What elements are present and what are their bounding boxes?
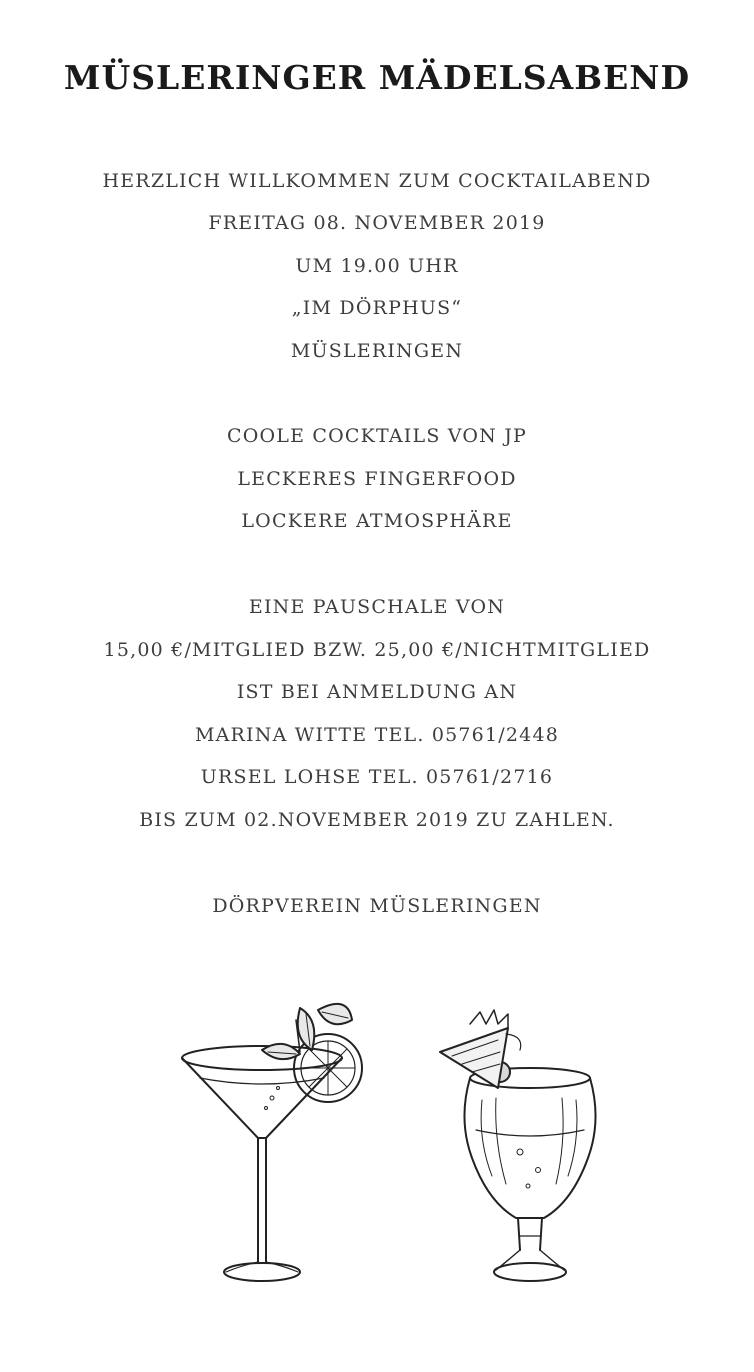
highlight-food: LECKERES FINGERFOOD bbox=[237, 468, 517, 490]
payment-registration: IST BEI ANMELDUNG AN bbox=[236, 681, 518, 703]
intro-town: MÜSLERINGEN bbox=[290, 340, 464, 362]
cocktail-illustration bbox=[0, 980, 754, 1310]
intro-venue: „IM DÖRPHUS“ bbox=[291, 297, 463, 319]
contact-marina: MARINA WITTE TEL. 05761/2448 bbox=[194, 724, 560, 746]
organizer: DÖRPVEREIN MÜSLERINGEN bbox=[212, 895, 542, 917]
highlight-cocktails: COOLE COCKTAILS VON JP bbox=[226, 425, 528, 447]
hurricane-glass-icon bbox=[440, 1010, 596, 1281]
payment-prices: 15,00 €/MITGLIED BZW. 25,00 €/NICHTMITGLIED bbox=[103, 639, 651, 661]
payment-deadline: BIS ZUM 02.NOVEMBER 2019 ZU ZAHLEN. bbox=[139, 809, 615, 831]
intro-time: UM 19.00 UHR bbox=[295, 255, 459, 277]
contact-ursel: URSEL LOHSE TEL. 05761/2716 bbox=[200, 766, 554, 788]
intro-welcome: HERZLICH WILLKOMMEN ZUM COCKTAILABEND bbox=[102, 170, 652, 192]
page-title: MÜSLERINGER MÄDELSABEND bbox=[63, 58, 691, 97]
payment-intro: EINE PAUSCHALE VON bbox=[248, 596, 506, 618]
intro-date: FREITAG 08. NOVEMBER 2019 bbox=[208, 212, 546, 234]
highlight-atmosphere: LOCKERE ATMOSPHÄRE bbox=[241, 510, 513, 532]
martini-glass-icon bbox=[182, 1004, 362, 1281]
